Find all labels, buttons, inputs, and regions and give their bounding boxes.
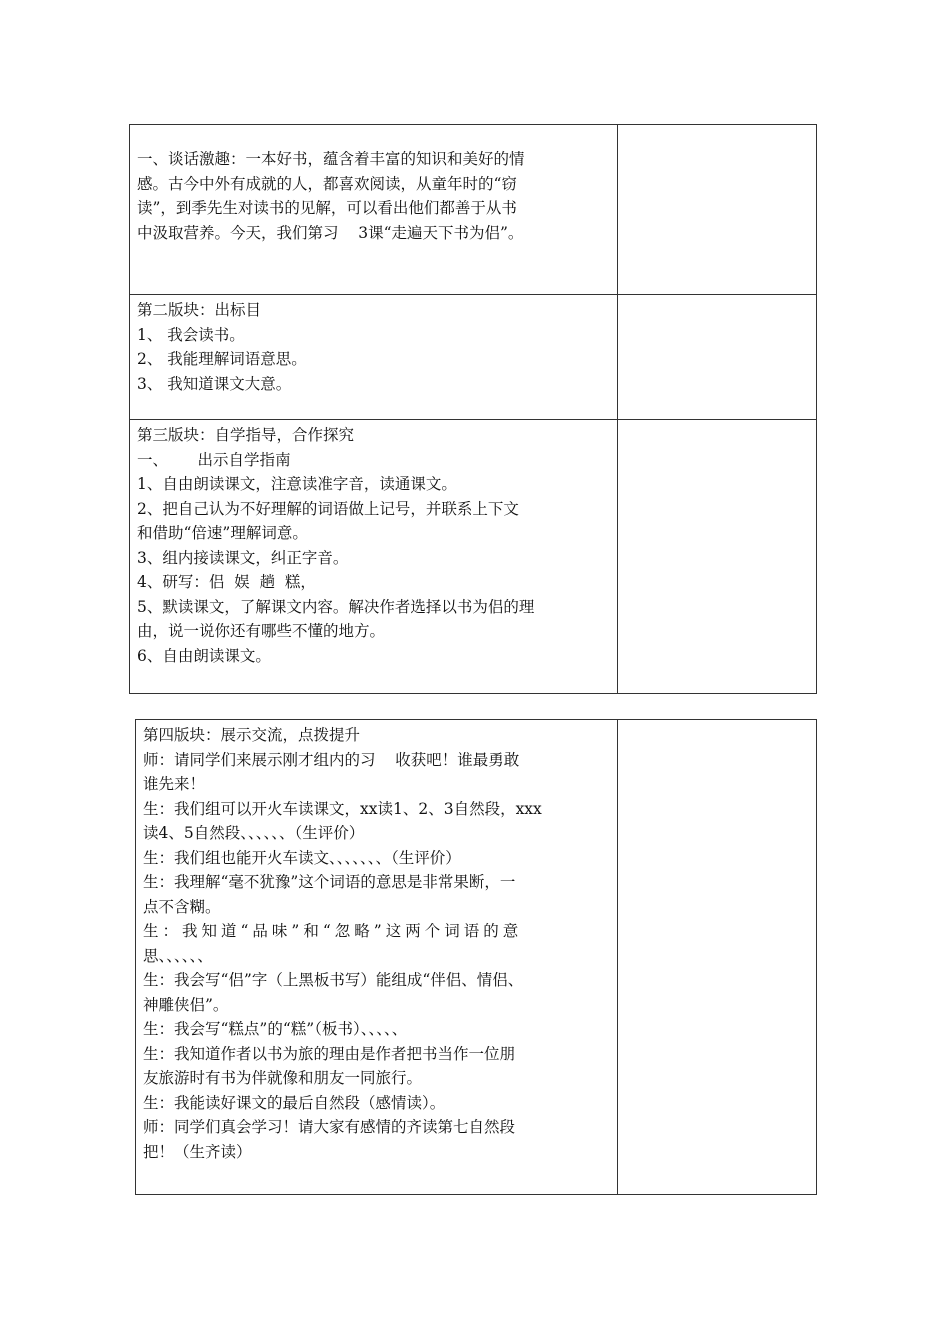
main-cell: [136, 720, 618, 1195]
text-line: 友旅游时有书为伴就像和朋友一同旅行。: [143, 1069, 423, 1087]
list-item: 和借助“倍速”理解词意。: [137, 524, 308, 542]
lesson-table-1: [129, 124, 817, 694]
text-line: 神雕侠侣”。: [143, 995, 229, 1014]
text-line: 把！（生齐读）: [143, 1142, 252, 1161]
list-item: 4、研写：侣 娱 趟 糕，: [137, 573, 316, 591]
list-item: 5、默读课文，了解课文内容。解决作者选择以书为侣的理: [137, 597, 535, 616]
section-heading: 第二版块：出标目: [137, 301, 262, 319]
text-line: 生：我理解“毫不犹豫”这个词语的意思是非常果断，一: [143, 873, 516, 891]
section-heading: 第三版块：自学指导，合作探究: [137, 426, 355, 444]
text-line: 师：同学们真会学习！请大家有感情的齐读第七自然段: [143, 1118, 516, 1136]
main-cell: [130, 295, 618, 420]
lesson-table-2: [135, 719, 817, 1195]
main-cell: [130, 420, 618, 694]
table-row: [130, 125, 817, 295]
text-line: 点不含糊。: [143, 897, 221, 916]
notes-cell: [618, 125, 817, 295]
text-line: 感。古今中外有成就的人，都喜欢阅读，从童年时的“窃: [137, 174, 517, 193]
list-item: 3、 我知道课文大意。: [137, 374, 292, 393]
section-presentation: [136, 720, 617, 1164]
list-item: 1、 我会读书。: [137, 325, 245, 344]
text-line: 生：我会写“糕点”的“糕”（板书）、、、、、: [143, 1020, 408, 1038]
text-line: 师：请同学们来展示刚才组内的习 收获吧！谁最勇敢: [143, 750, 520, 769]
main-cell: [130, 125, 618, 295]
table-row: [130, 295, 817, 420]
list-item: 一、 出示自学指南: [137, 450, 291, 469]
list-item: 2、 我能理解词语意思。: [137, 350, 307, 368]
text-line: 读”，到季先生对读书的见解，可以看出他们都善于从书: [137, 199, 517, 217]
section-objectives: [130, 295, 617, 396]
text-line: 生：我们组也能开火车读文、、、、、、、（生评价）: [143, 848, 461, 867]
notes-cell: [618, 720, 817, 1195]
section-self-study: [130, 420, 617, 668]
text-line: 生：我能读好课文的最后自然段（感情读）。: [143, 1093, 446, 1112]
section-heading: 第四版块：展示交流，点拨提升: [143, 726, 361, 744]
list-item: 6、自由朗读课文。: [137, 646, 271, 665]
text-line: 一、谈话激趣：一本好书，蕴含着丰富的知识和美好的情: [137, 150, 525, 168]
table-row: [136, 720, 817, 1195]
notes-cell: [618, 420, 817, 694]
list-item: 由，说一说你还有哪些不懂的地方。: [137, 622, 386, 640]
text-line: 生：我知道作者以书为旅的理由是作者把书当作一位朋: [143, 1044, 516, 1063]
table-row: [130, 420, 817, 694]
text-line: 中汲取营养。今天，我们第习 3课“走遍天下书为侣”。: [137, 223, 524, 242]
list-item: 3、组内接读课文，纠正字音。: [137, 548, 349, 567]
list-item: 2、把自己认为不好理解的词语做上记号，并联系上下文: [137, 499, 519, 518]
text-line: 生：我知道“品味”和“忽略”这两个词语的意: [143, 922, 523, 940]
text-line: 谁先来！: [143, 775, 206, 793]
section-intro: [130, 125, 617, 245]
text-line: 读4、5自然段、、、、、、（生评价）: [143, 824, 365, 842]
text-line: 生：我会写“侣”字（上黑板书写）能组成“伴侣、情侣、: [143, 971, 524, 989]
text-line: 生：我们组可以开火车读课文，xx读1、2、3自然段，xxx: [143, 799, 542, 818]
list-item: 1、自由朗读课文，注意读准字音，读通课文。: [137, 475, 457, 493]
text-line: 思、、、、、、: [143, 946, 213, 965]
notes-cell: [618, 295, 817, 420]
